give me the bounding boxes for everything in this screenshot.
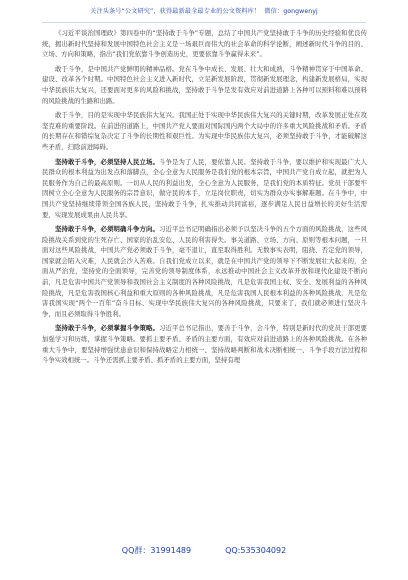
paragraph-lead: 坚持敢于斗争，必须明确斗争方向。 bbox=[55, 225, 160, 234]
header-promo-text: 关注头条号“公文研究”，获得最新最全最专业的公文资料库！ bbox=[90, 8, 261, 15]
paragraph bbox=[42, 64, 367, 106]
paragraph-text: 习近平总书记指出，要善于斗争，会斗争，特别是新时代的党员干部更要加强学习和历练，掌握斗争策略。要抓主要矛盾、矛盾的主要方面，有效应对前进道路上的各种风险挑战。在各种重大斗争中，要坚持增强忧患意识和保持战略定力相统一、坚持战略判断和战术决断相统一、斗争手段方法过程和斗争实效相统一。斗争还需抓主要矛盾、抓矛盾的主要方面，坚持有理 bbox=[42, 324, 368, 365]
paragraph-text: 习近平总书记明确指出必须予以坚决斗争的五个方面的风险挑战，这些风险挑战关系到党的生死存亡、国家的治乱安危、人民的利害得失。事关道路、立场、方向、原则等根本问题，一旦面对这些风险挑战，中国共产党必须敢于斗争，毫不退让，直至取得胜利。无数事实表明，阻挠、否定党的领导，国家就会陷入灾难，人民就会沙入苦难。自我们党成立以来，就是在中国共产党的领导下不断发展壮大起来的，全面从严治党，坚持党的全面领导，完善党的领导制度体系，永远推动中国社会主义改革开放和现代化建设不断向前，凡是危害中国共产党领导和我国社会主义制度的各种风险挑战，凡是危害我国主权、安全、发展利益的各种风险挑战，凡是危害我国核心利益和重大原则的各种风险挑战，凡是危害我国人民根本利益的各种风险挑战，凡是危害我国实现“两个一百年”奋斗目标、实现中华民族伟大复兴的各种风险挑战，只要来了，我们就必须进行坚决斗争，而且必须取得斗争胜利。 bbox=[42, 225, 368, 318]
paragraph-text: 《习近平谈治国理政》第四卷中的“坚持敢于斗争”专题，总结了中国共产党坚持敢于斗争的历史经验和优良传统，揭出新时代坚持和发展中国特色社会主义是一场艰巨而伟大的社会革命的科学论断，阐述新时代斗争的目的、立场、方向和策略，指出“我们党依靠斗争创造历史，更要依靠斗争赢得未来”。 bbox=[42, 29, 367, 59]
paragraph bbox=[42, 110, 367, 152]
header-wechat-id: 微信：gongwenyj bbox=[264, 8, 318, 15]
footer-qq-group: QQ群：31991489 bbox=[121, 546, 192, 555]
paragraph-lead: 坚持敢于斗争，必须坚持人民立场。 bbox=[55, 157, 160, 166]
paragraph-lead: 坚持敢于斗争，必须掌握斗争策略。 bbox=[55, 324, 160, 333]
paragraph-text: 敢于斗争，目的是实现中华民族伟大复兴。我国正处于实现中华民族伟大复兴的关键时期，改革发展正处在攻坚克难的重要阶段。在前进的道路上，中国共产党人要面对国际国内两个大局中的许多重大风险挑战和矛盾。矛盾的长期存在和错综复杂决定了斗争的长期性和艰巨性。为实现中华民族伟大复兴，必须坚持敢于斗争，才能破解这些矛盾，扫除前进障碍。 bbox=[42, 111, 367, 151]
paragraph-text: 斗争是为了人民，要依靠人民。坚持敢于斗争，要以维护和实现最广大人民群众的根本利益为出发点和落脚点，全心全意为人民服务是我们党的根本宗旨，中国共产党自成立起，就把为人民服务作为自己的最高原则。一切从人民的利益出发，全心全意为人民服务，是我们党的本质特征。党员干部要牢固树立全心全意为人民服务的宗旨意识，做守民的本手，立足岗位职责，切实为群众办实事解难题。在斗争中，中国共产党坚持继续带领全国各族人民，坚持敢于斗争，扎实推动共同富裕，逐步满足人民日益增长的美好生活需要，实现发展成果由人民共享。 bbox=[42, 157, 368, 219]
paragraph bbox=[42, 28, 367, 60]
header-divider bbox=[42, 22, 366, 23]
footer-qq: QQ:535304092 bbox=[225, 546, 287, 555]
page-footer bbox=[0, 545, 408, 556]
page-header bbox=[0, 8, 408, 16]
paragraph-text: 敢于斗争，是中国共产党鲜明的精神品格。党在斗争中成长、发展、壮大和成熟，斗争精神贯穿于中国革命、建设、改革各个时期。中国特色社会主义进入新时代，立足新发展阶段，贯彻新发展理念，构建新发展格局，实现中华民族伟大复兴，还要面对更多的风险和挑战，坚持敢于斗争是发有效应对前进道路上各种可以预料和难以预料的风险挑战的生路和出路。 bbox=[42, 64, 367, 105]
paragraph bbox=[42, 323, 367, 365]
document-body bbox=[42, 28, 367, 370]
paragraph bbox=[42, 157, 367, 221]
paragraph bbox=[42, 224, 367, 319]
